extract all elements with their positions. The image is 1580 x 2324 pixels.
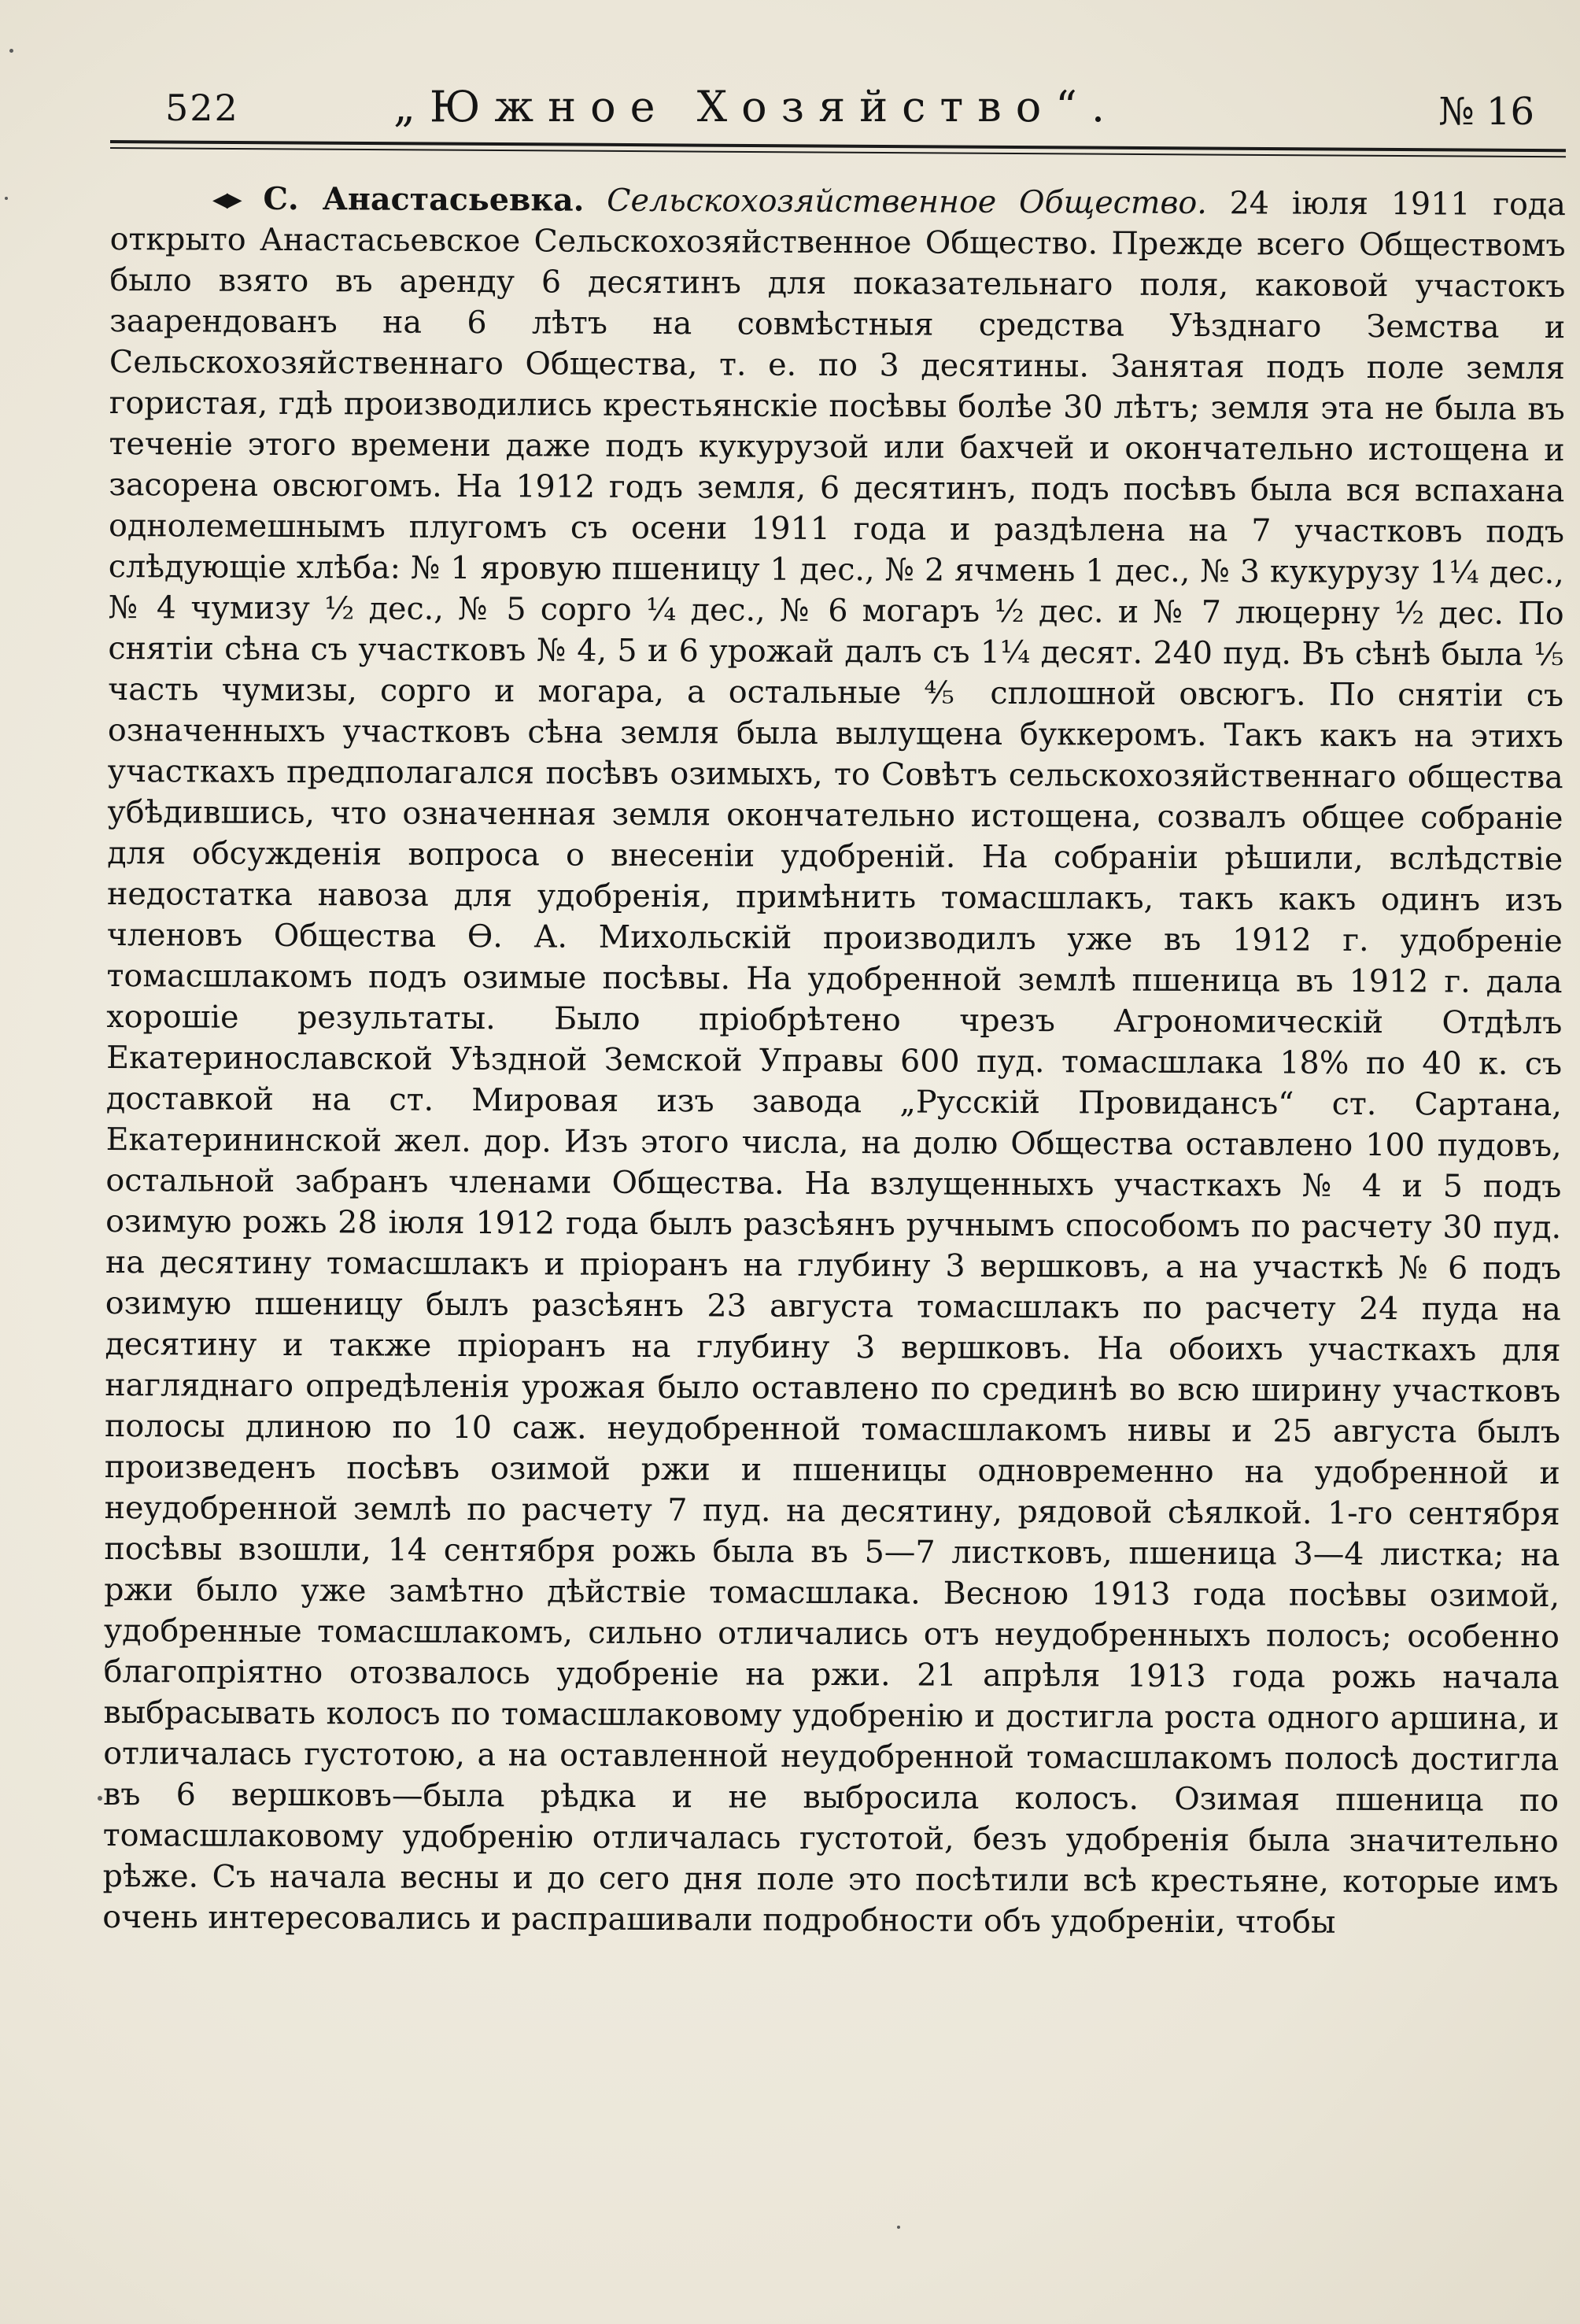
print-speck [5,197,8,200]
issue-number: № 16 [1438,90,1534,134]
article-body [102,178,1566,2183]
article-text: 24 іюля 1911 года открыто Анастасьевское Сельскохозяйственное Общество. Прежде всего Обществомъ было взято въ аренду 6 десятинъ для показательнаго поля, каковой участокъ заарендованъ на 6 лѣтъ на совмѣстныя средства Уѣзднаго Земства и Сельскохозяйственнаго Общества, т. е. по 3 десятины. Занятая подъ поле земля гористая, гдѣ производились крестьянскіе посѣвы болѣе 30 лѣтъ; земля эта не была въ теченіе этого времени даже подъ кукурузой или бахчей и окончательно истощена и засорена овсюгомъ. На 1912 годъ земля, 6 десятинъ, подъ посѣвъ была вся вспахана однолемешнымъ плугомъ съ осени 1911 года и раздѣлена на 7 участковъ подъ слѣдующіе хлѣба: № 1 яровую пшеницу 1 дес., № 2 ячмень 1 дес., № 3 кукурузу 1¼ дес., № 4 чумизу ½ дес., № 5 сорго ¼ дес., № 6 могаръ ½ дес. и № 7 люцерну ½ дес. По снятіи сѣна съ участковъ № 4, 5 и 6 урожай далъ съ 1¼ десят. 240 пуд. Въ сѣнѣ была ⅕ часть чумизы, сорго и могара, а остальные ⅘ сплошной овсюгъ. По снятіи съ означенныхъ участковъ сѣна земля была вылущена буккеромъ. Такъ какъ на этихъ участкахъ предполагался посѣвъ озимыхъ, то Совѣтъ сельскохозяйственнаго общества убѣдившись, что означенная земля окончательно истощена, созвалъ общее собраніе для обсужденія вопроса о внесеніи удобреній. На собраніи рѣшили, вслѣдствіе недостатка навоза для удобренія, примѣнить томасшлакъ, такъ какъ одинъ изъ членовъ Общества Ѳ. А. Михольскій производилъ уже въ 1912 г. удобреніе томасшлакомъ подъ озимые посѣвы. На удобренной землѣ пшеница въ 1912 г. дала хорошіе результаты. Было пріобрѣтено чрезъ Агрономическій Отдѣлъ Екатеринославской Уѣздной Земской Управы 600 пуд. томасшлака 18% по 40 к. съ доставкой на ст. Мировая изъ завода „Русскій Провидансъ“ ст. Сартана, Екатерининской жел. дор. Изъ этого числа, на долю Общества оставлено 100 пудовъ, остальной забранъ членами Общества. На взлущенныхъ участкахъ № 4 и 5 подъ озимую рожь 28 іюля 1912 года былъ разсѣянъ ручнымъ способомъ по расчету 30 пуд. на десятину томасшлакъ и пріоранъ на глубину 3 вершковъ, а на участкѣ № 6 подъ озимую пшеницу былъ разсѣянъ 23 августа томасшлакъ по расчету 24 пуда на десятину и также пріоранъ на глубину 3 вершковъ. На обоихъ участкахъ для нагляднаго опредѣленія урожая было оставлено по срединѣ во всю ширину участковъ полосы длиною по 10 саж. неудобренной томасшлакомъ нивы и 25 августа былъ произведенъ посѣвъ озимой ржи и пшеницы одновременно на удобренной и неудобренной землѣ по расчету 7 пуд. на десятину, рядовой сѣялкой. 1-го сентября посѣвы взошли, 14 сентября рожь была въ 5—7 листковъ, пшеница 3—4 листка; на ржи было уже замѣтно дѣйствіе томасшлака. Весною 1913 года посѣвы озимой, удобренные томасшлакомъ, сильно отличались отъ неудобренныхъ полосъ; особенно благопріятно отозвалось удобреніе на ржи. 21 апрѣля 1913 года рожь начала выбрасывать колосъ по томасшлаковому удобренію и достигла роста одного аршина, и отличалась густотою, а на оставленной неудобренной томасшлакомъ полосѣ достигла въ 6 вершковъ—была рѣдка и не выбросила колосъ. Озимая пшеница по томасшлаковому удобренію отличалась густотой, безъ удобренія была значительно рѣже. Съ начала весны и до сего дня поле это посѣтили всѣ крестьяне, которые имъ очень интересовались и распрашивали подробности объ удобреніи, чтобы [102,185,1566,1941]
article-topic: Сельскохозяйственное Общество. [607,182,1207,222]
page-number: 522 [165,87,239,129]
print-speck [9,49,13,53]
journal-title: „Южное Хозяйство“. [393,82,1119,131]
print-speck [897,2226,900,2229]
article-place: С. Анастасьевка. [263,180,585,219]
print-speck [98,1796,102,1801]
running-header [110,79,1534,143]
ornament-icon: ◂▸ [212,180,241,217]
